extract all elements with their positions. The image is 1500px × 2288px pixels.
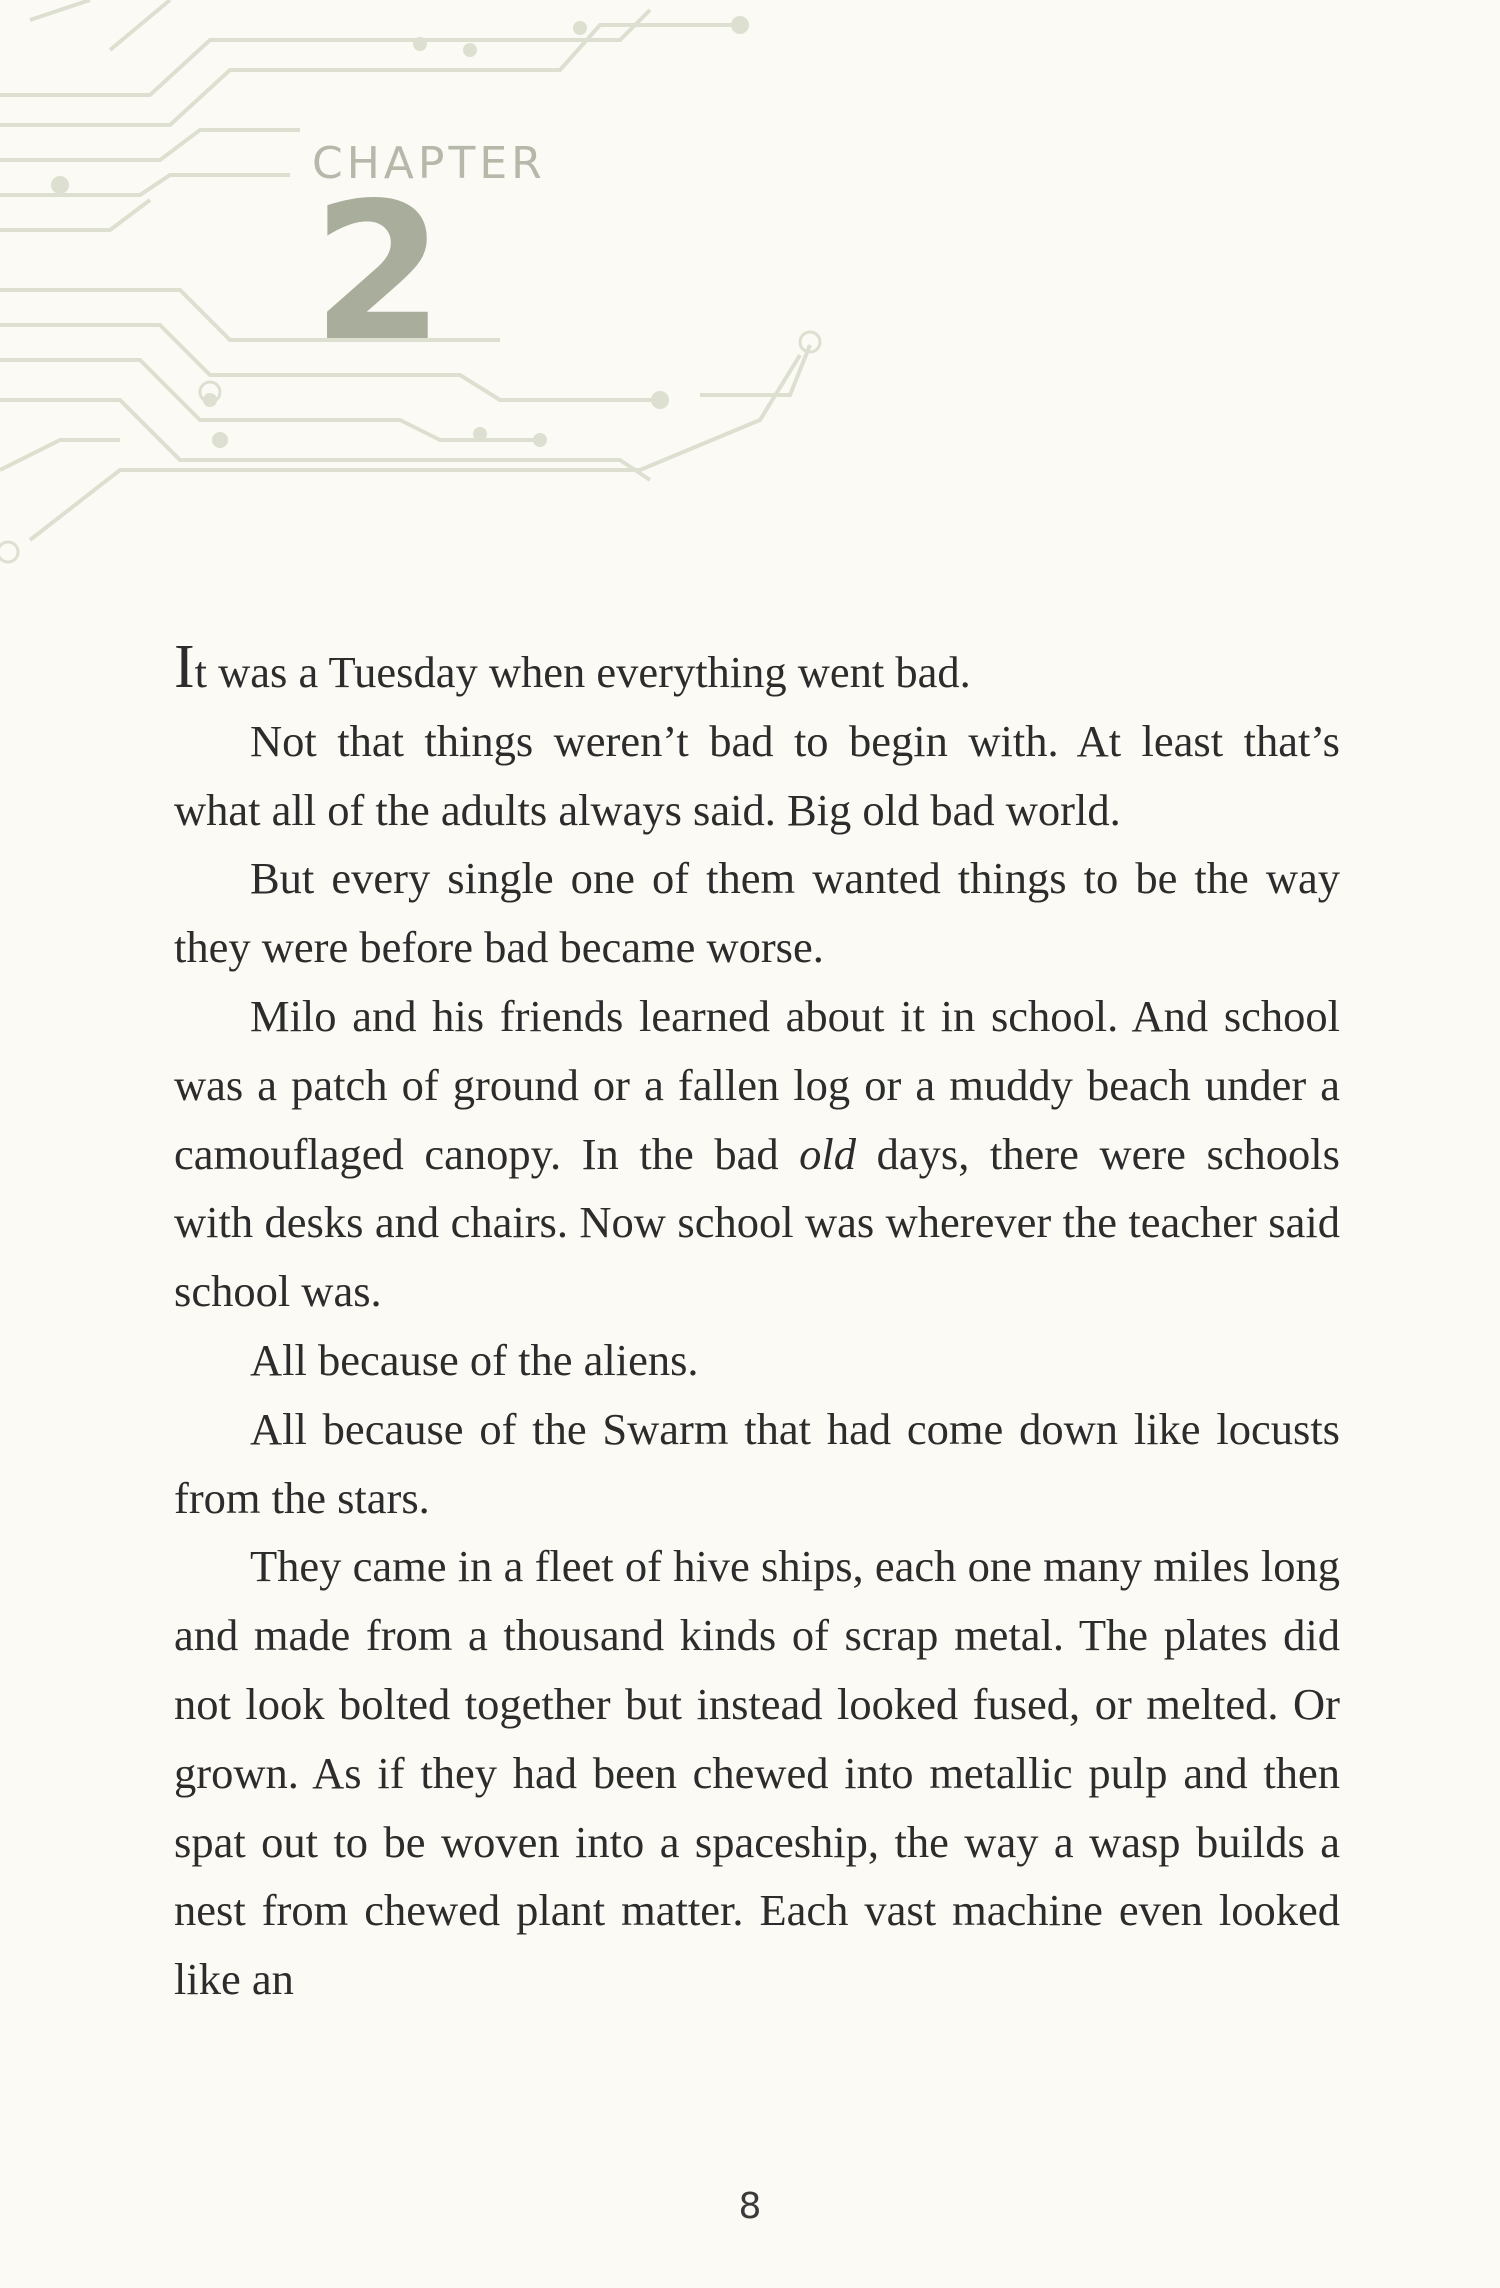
paragraph-1 (174, 633, 1340, 707)
paragraph-4 (174, 982, 1340, 1326)
paragraph-text: t was a Tuesday when everything went bad. (194, 647, 971, 697)
paragraph-3: But every single one of them wanted things to be the way they were before bad became worse. (174, 853, 1340, 973)
drop-cap: I (174, 633, 195, 701)
paragraph-5: All because of the aliens. (250, 1334, 699, 1385)
chapter-label: CHAPTER (312, 138, 546, 189)
italic-word: old (799, 1128, 857, 1179)
chapter-number: 2 (312, 162, 445, 383)
circuit-decoration (0, 0, 1500, 600)
paragraph-7: They came in a fleet of hive ships, each one many miles long and made from a thousand kinds of scrap metal. The plates did not look bolted together but instead looked fused, or melted. Or grown. As if they had been chewed into metallic pulp and then spat out to be woven into a spaceship, the way a wasp builds a nest from chewed plant matter. Each vast machine even looked like an (174, 1541, 1340, 2005)
paragraph-text: Milo and his friends learned about it in school. And school was a patch of ground or a fallen log or a muddy beach under a camouflaged canopy. In the bad (174, 990, 1340, 1179)
page-number: 8 (738, 2186, 762, 2227)
paragraph-2: Not that things weren’t bad to begin with. At least that’s what all of the adults always said. Big old bad world. (174, 715, 1340, 835)
body-text (174, 633, 1340, 2014)
paragraph-text: days, there were schools with desks and chairs. Now school was wherever the teacher said school was. (174, 1128, 1340, 1317)
paragraph-6: All because of the Swarm that had come down like locusts from the stars. (174, 1403, 1340, 1523)
